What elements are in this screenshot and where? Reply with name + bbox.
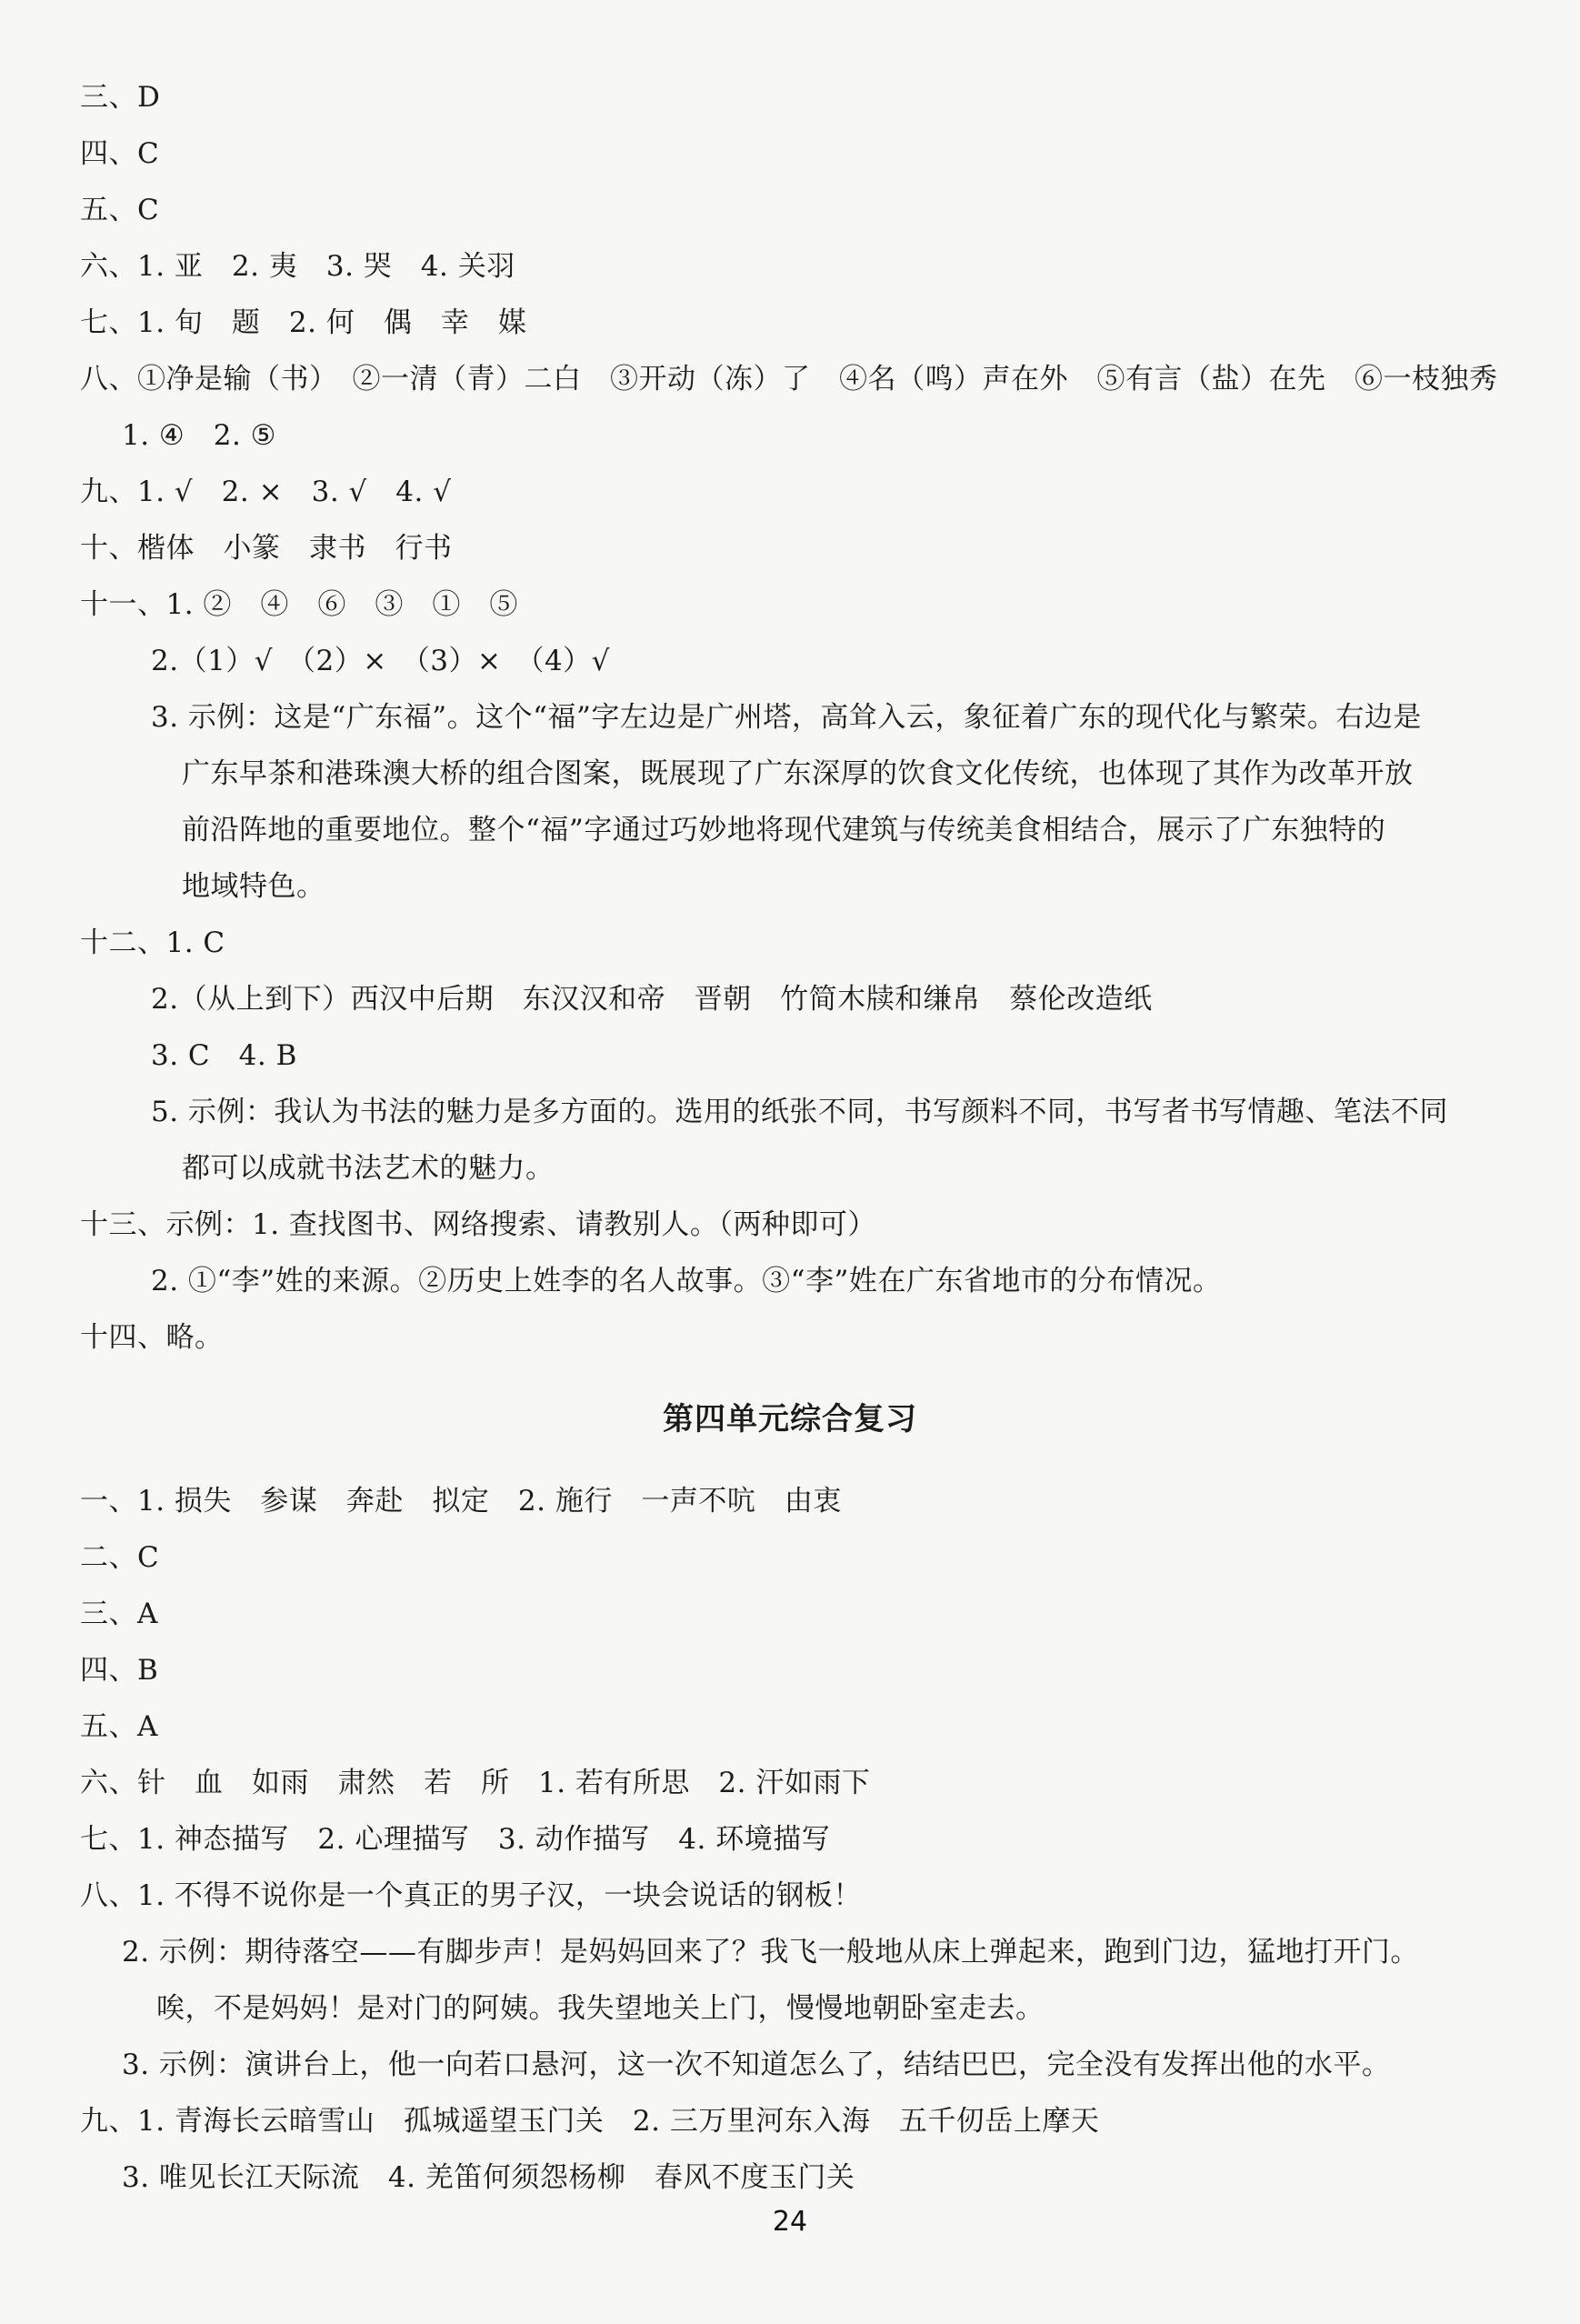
answer-line: 五、A [80,1710,158,1743]
section-heading: 第四单元综合复习 [663,1401,917,1437]
answer-line: 四、C [80,137,160,170]
answer-line: 都可以成就书法艺术的魅力。 [182,1152,555,1185]
answer-line: 2.（1）√ （2）× （3）× （4）√ [151,645,610,677]
answer-line: 一、1. 损失 参谋 奔赴 拟定 2. 施行 一声不吭 由衷 [80,1485,842,1518]
answer-line: 十一、1. ② ④ ⑥ ③ ① ⑤ [80,588,518,621]
answer-line: 十二、1. C [80,927,225,959]
answer-line: 3. 示例：这是“广东福”。这个“福”字左边是广州塔，高耸入云，象征着广东的现代化与繁荣。右边是 [151,701,1422,734]
answer-line: 地域特色。 [182,870,325,903]
answer-line: 七、1. 神态描写 2. 心理描写 3. 动作描写 4. 环境描写 [80,1823,831,1856]
answer-line: 八、①净是输（书） ②一清（青）二白 ③开动（冻）了 ④名（鸣）声在外 ⑤有言（盐）在先 ⑥一枝独秀 [80,363,1498,396]
answer-line: 前沿阵地的重要地位。整个“福”字通过巧妙地将现代建筑与传统美食相结合，展示了广东独特的 [182,814,1386,846]
answer-line: 广东早茶和港珠澳大桥的组合图案，既展现了广东深厚的饮食文化传统，也体现了其作为改革开放 [182,757,1414,790]
answer-line: 唉，不是妈妈！是对门的阿姨。我失望地关上门，慢慢地朝卧室走去。 [156,1992,1045,2025]
answer-line: 六、针 血 如雨 肃然 若 所 1. 若有所思 2. 汗如雨下 [80,1767,871,1799]
answer-line: 九、1. 青海长云暗雪山 孤城遥望玉门关 2. 三万里河东入海 五千仞岳上摩天 [80,2105,1100,2138]
answer-line: 3. 示例：演讲台上，他一向若口悬河，这一次不知道怎么了，结结巴巴，完全没有发挥出他的水平。 [122,2049,1391,2081]
answer-line: 十四、略。 [80,1321,224,1354]
answer-line: 二、C [80,1541,160,1574]
answer-line: 六、1. 亚 2. 夷 3. 哭 4. 关羽 [80,250,515,283]
answer-line: 八、1. 不得不说你是一个真正的男子汉，一块会说话的钢板！ [80,1879,862,1912]
answer-line: 五、C [80,194,160,226]
answer-line: 2.（从上到下）西汉中后期 东汉汉和帝 晋朝 竹简木牍和缣帛 蔡伦改造纸 [151,983,1153,1016]
answer-line: 七、1. 旬 题 2. 何 偶 幸 媒 [80,306,527,339]
answer-line: 四、B [80,1654,159,1687]
answer-line: 三、A [80,1598,158,1630]
answer-line: 3. 唯见长江天际流 4. 羌笛何须怨杨柳 春风不度玉门关 [122,2161,855,2194]
answer-line: 十、楷体 小篆 隶书 行书 [80,532,453,565]
answer-line: 九、1. √ 2. × 3. √ 4. √ [80,476,452,508]
answer-line: 5. 示例：我认为书法的魅力是多方面的。选用的纸张不同，书写颜料不同，书写者书写情趣、笔法不同 [151,1096,1448,1128]
answer-line: 三、D [80,81,161,114]
answer-line: 2. 示例：期待落空——有脚步声！是妈妈回来了？我飞一般地从床上弹起来，跑到门边，猛地打开门。 [122,1936,1419,1968]
answer-line: 十三、示例：1. 查找图书、网络搜索、请教别人。（两种即可） [80,1208,876,1241]
answer-line: 3. C 4. B [151,1039,297,1072]
answer-line: 1. ④ 2. ⑤ [122,419,276,452]
answer-line: 2. ①“李”姓的来源。②历史上姓李的名人故事。③“李”姓在广东省地市的分布情况。 [151,1265,1222,1297]
page-number: 24 [772,2206,808,2238]
